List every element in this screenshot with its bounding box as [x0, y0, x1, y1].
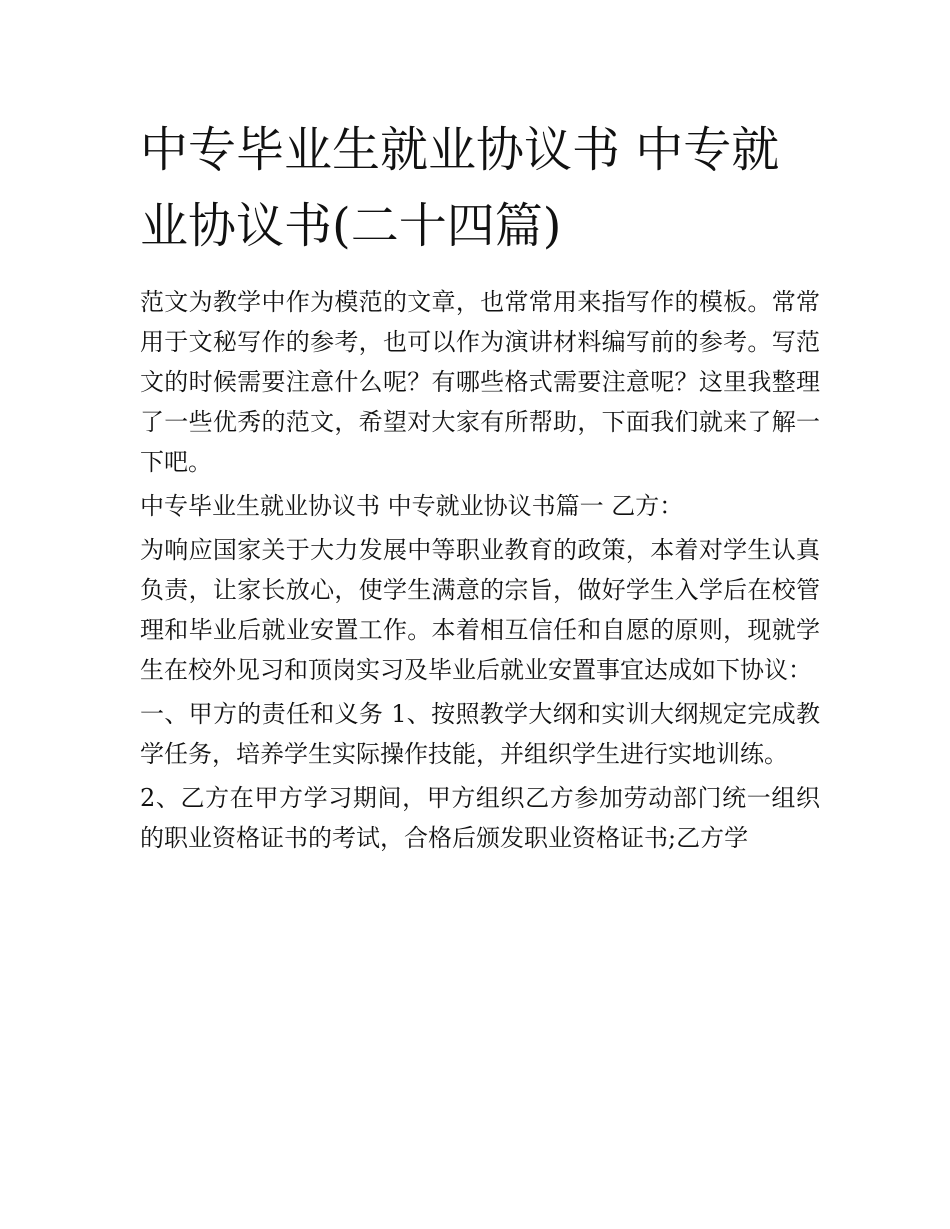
- paragraph-intro: 范文为教学中作为模范的文章，也常常用来指写作的模板。常常用于文秘写作的参考，也可以作为演讲材料编写前的参考。写范文的时候需要注意什么呢？有哪些格式需要注意呢？这里我整理了一些优秀的范文，希望对大家有所帮助，下面我们就来了解一下吧。: [140, 288, 820, 476]
- paragraph-preamble: 为响应国家关于大力发展中等职业教育的政策，本着对学生认真负责，让家长放心，使学生满意的宗旨，做好学生入学后在校管理和毕业后就业安置工作。本着相互信任和自愿的原则，现就学生在校外见习和顶岗实习及毕业后就业安置事宜达成如下协议：: [140, 536, 820, 684]
- document-title: 中专毕业生就业协议书 中专就业协议书(二十四篇): [140, 122, 780, 254]
- paragraph-section-heading: 中专毕业生就业协议书 中专就业协议书篇一 乙方：: [140, 492, 684, 520]
- paragraph-clause-2: 2、乙方在甲方学习期间，甲方组织乙方参加劳动部门统一组织的职业资格证书的考试，合格后颁发职业资格证书;乙方学: [140, 784, 820, 852]
- document-page: [140, 112, 820, 862]
- paragraph-clause-1: 一、甲方的责任和义务 1、按照教学大纲和实训大纲规定完成教学任务，培养学生实际操作技能，并组织学生进行实地训练。: [140, 700, 820, 768]
